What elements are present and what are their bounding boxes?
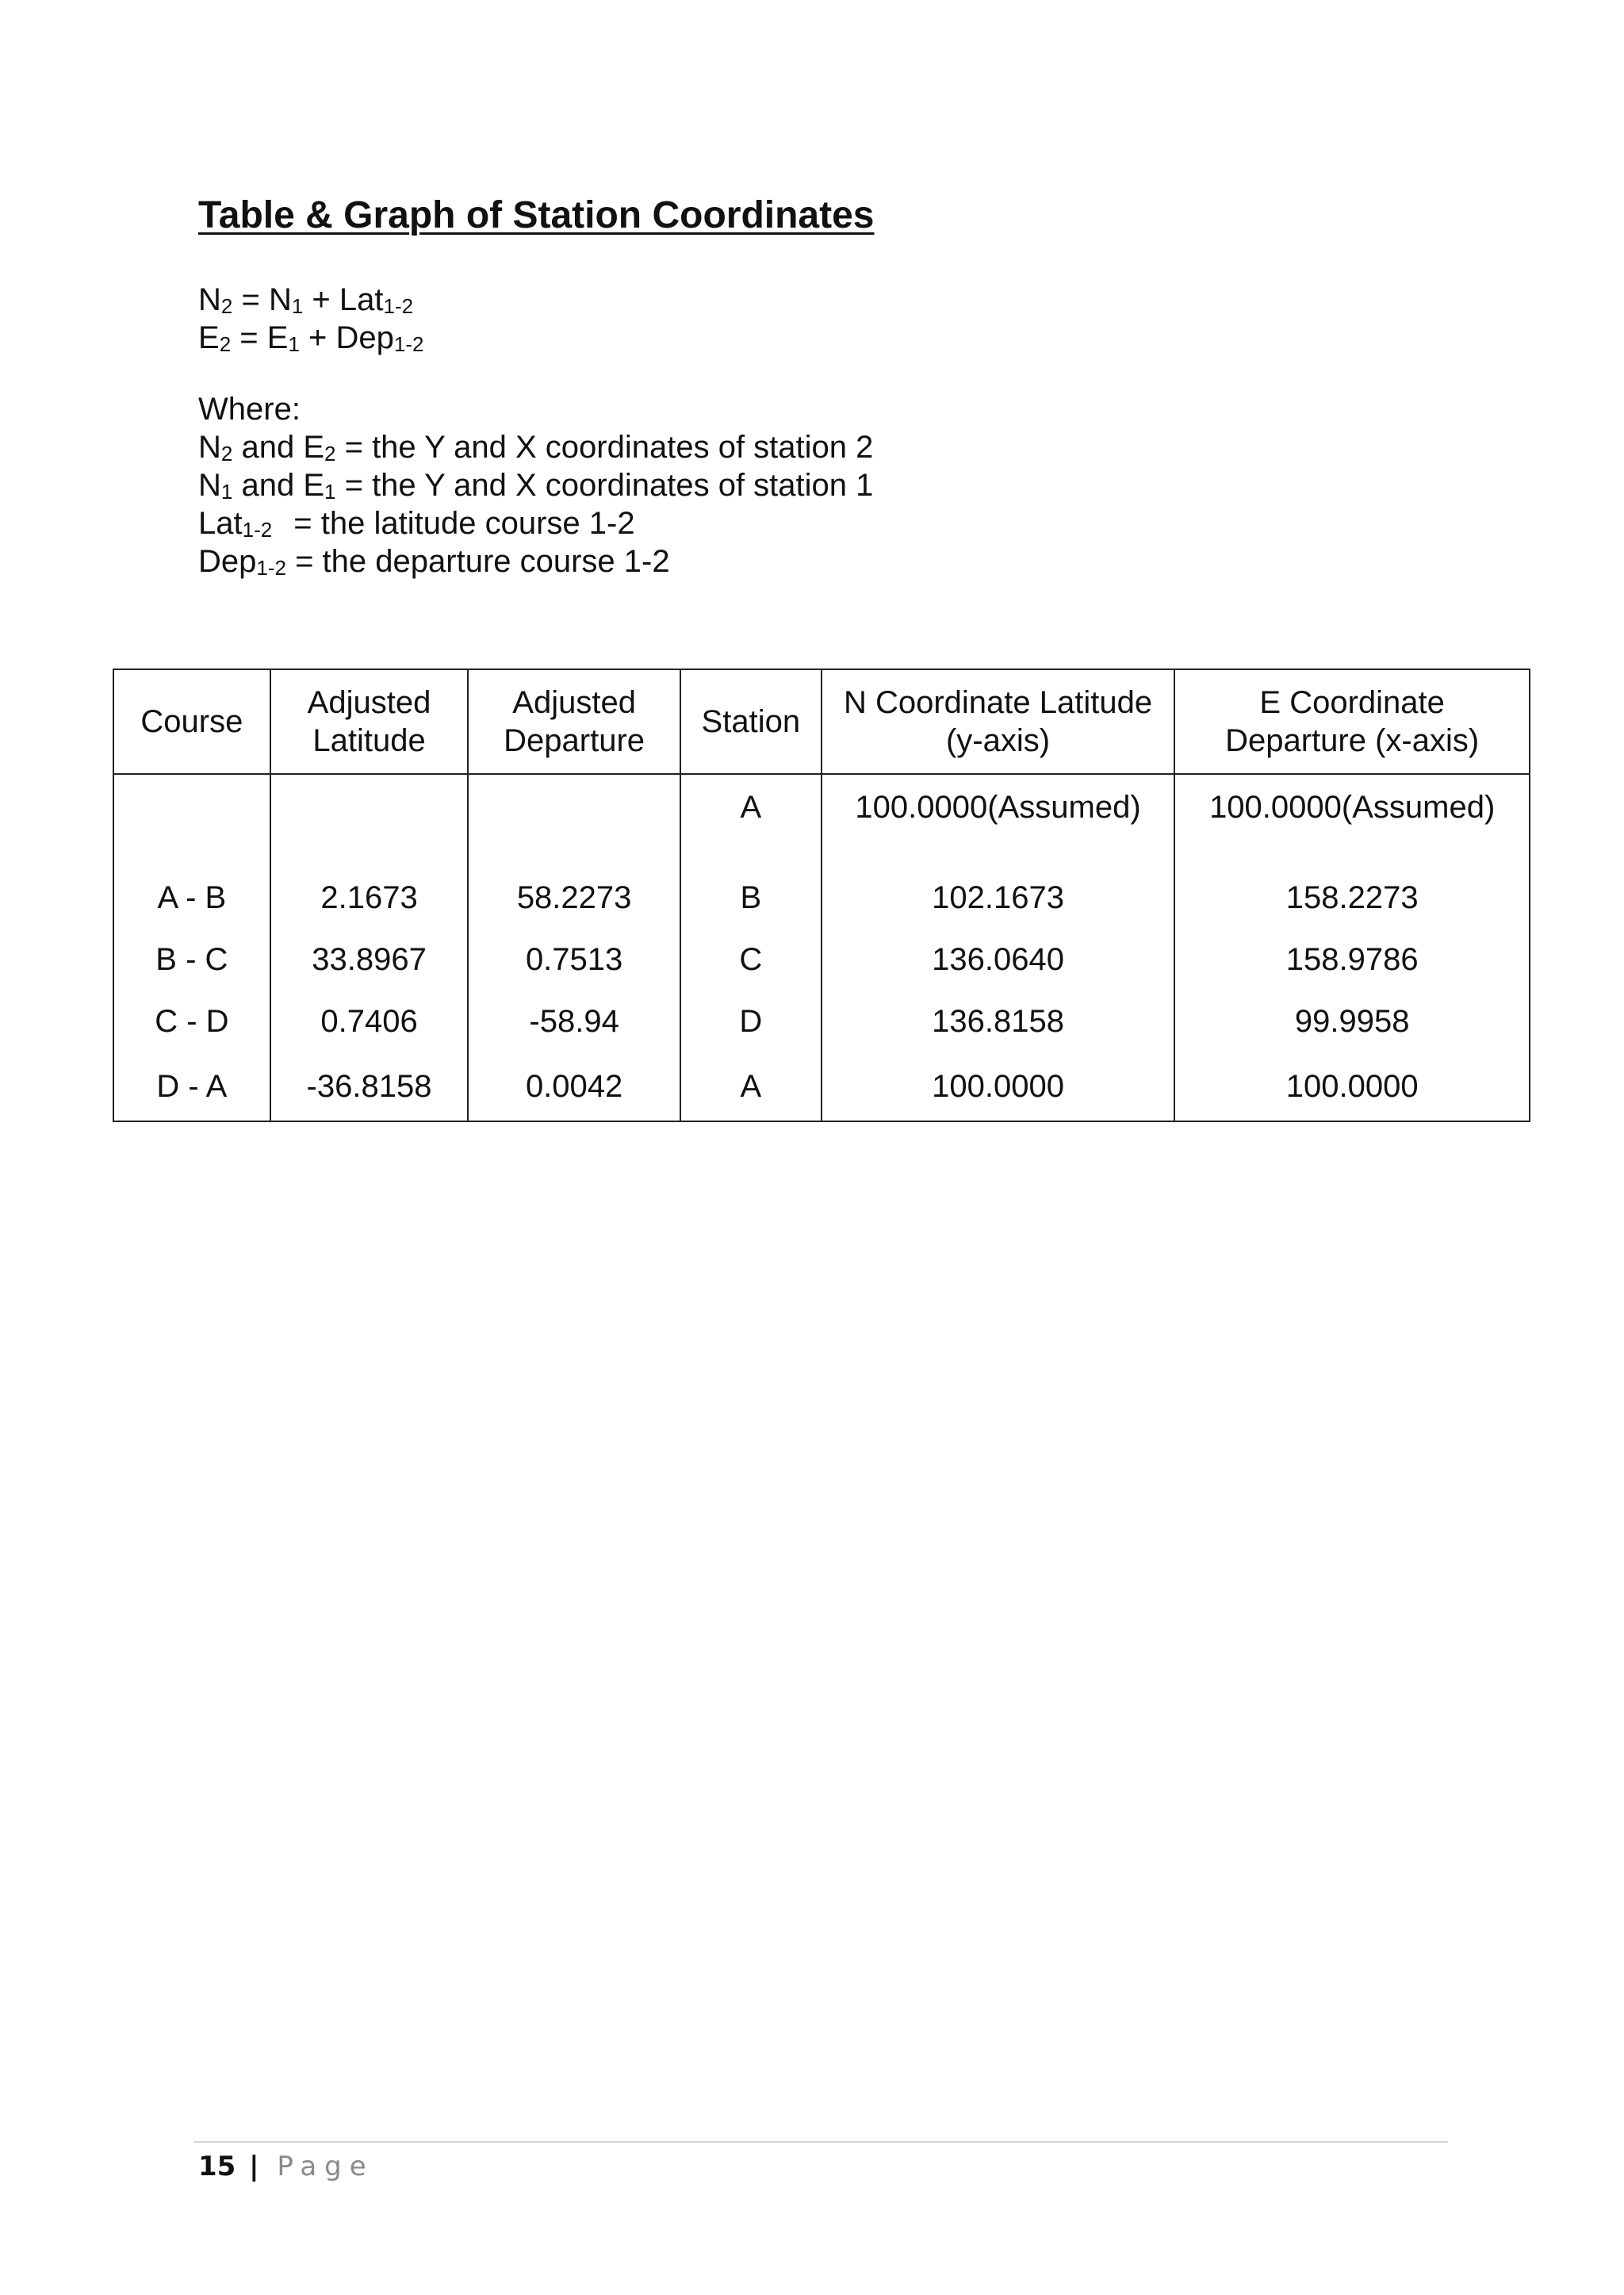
formula-block — [198, 281, 423, 357]
formula-subscript: 2 — [219, 332, 232, 356]
cell-n-coordinate: 136.0640 — [822, 929, 1175, 990]
definition-term: Dep — [198, 544, 257, 579]
definition-station-2 — [198, 428, 873, 466]
spacer-cell — [468, 840, 680, 867]
header-label: Station — [701, 704, 801, 739]
formula-easting — [198, 319, 423, 357]
definition-departure — [198, 542, 873, 580]
cell-adjusted-latitude: 0.7406 — [270, 990, 469, 1052]
cell-adjusted-latitude: 33.8967 — [270, 929, 469, 990]
cell-e-coordinate: 99.9958 — [1174, 990, 1530, 1052]
cell-adjusted-departure: 0.7513 — [468, 929, 680, 990]
cell-adjusted-departure: 58.2273 — [468, 867, 680, 929]
header-label: N Coordinate Latitude — [843, 685, 1153, 720]
formula-term: Lat — [339, 282, 384, 317]
cell-station: C — [680, 929, 822, 990]
cell-adjusted-latitude: -36.8158 — [270, 1052, 469, 1121]
cell-n-coordinate: 136.8158 — [822, 990, 1175, 1052]
where-heading: Where: — [198, 392, 301, 427]
footer-divider — [193, 2141, 1448, 2143]
definition-subscript: 1 — [324, 480, 336, 504]
cell-adjusted-latitude — [270, 774, 469, 840]
header-label: Adjusted — [307, 685, 431, 720]
definition-latitude — [198, 504, 873, 542]
formula-term: Dep — [335, 320, 394, 355]
formula-term: N — [268, 282, 292, 317]
table-row-initial — [113, 774, 1530, 840]
header-label: Departure — [504, 723, 645, 758]
definition-text: = the departure course 1-2 — [285, 544, 670, 579]
formula-subscript: 2 — [220, 294, 233, 318]
definition-term: E — [303, 468, 325, 503]
cell-n-coordinate: 100.0000(Assumed) — [822, 774, 1175, 840]
formula-subscript: 1 — [288, 332, 300, 356]
cell-station: A — [680, 774, 822, 840]
station-coordinates-table — [113, 669, 1530, 1122]
definition-subscript: 2 — [324, 442, 336, 466]
header-n-coordinate — [822, 669, 1175, 774]
definition-term: E — [303, 430, 325, 465]
formula-subscript: 1-2 — [383, 294, 414, 318]
cell-course: B - C — [113, 929, 270, 990]
table-header-row — [113, 669, 1530, 774]
cell-n-coordinate: 100.0000 — [822, 1052, 1175, 1121]
cell-course: D - A — [113, 1052, 270, 1121]
page-label: Page — [277, 2151, 374, 2182]
formula-term: E — [198, 320, 220, 355]
cell-station: B — [680, 867, 822, 929]
formula-operator: + — [303, 282, 339, 317]
formula-operator: = — [231, 320, 267, 355]
formula-northing — [198, 281, 423, 319]
definition-text: = the Y and X coordinates of station 1 — [335, 468, 874, 503]
spacer-cell — [270, 840, 469, 867]
header-label: E Coordinate — [1259, 685, 1445, 720]
cell-adjusted-latitude: 2.1673 — [270, 867, 469, 929]
definition-connector: and — [232, 430, 304, 465]
formula-term: E — [266, 320, 289, 355]
definition-term: Lat — [198, 506, 243, 541]
cell-station: D — [680, 990, 822, 1052]
table-row — [113, 867, 1530, 929]
cell-e-coordinate: 100.0000 — [1174, 1052, 1530, 1121]
definition-subscript: 1 — [220, 480, 233, 504]
formula-operator: + — [299, 320, 336, 355]
header-label: Departure (x-axis) — [1225, 723, 1480, 758]
table-spacer-row — [113, 840, 1530, 867]
table-row — [113, 1052, 1530, 1121]
definition-subscript: 1-2 — [256, 556, 286, 580]
spacer-cell — [822, 840, 1175, 867]
formula-subscript: 1-2 — [393, 332, 424, 356]
definition-connector: and — [232, 468, 304, 503]
formula-operator: = — [232, 282, 269, 317]
page-footer — [198, 2151, 374, 2182]
spacer-cell — [1174, 840, 1530, 867]
header-label: Latitude — [312, 723, 426, 758]
spacer-cell — [680, 840, 822, 867]
cell-n-coordinate: 102.1673 — [822, 867, 1175, 929]
page-title: Table & Graph of Station Coordinates — [198, 194, 875, 236]
spacer-cell — [113, 840, 270, 867]
header-e-coordinate — [1174, 669, 1530, 774]
cell-adjusted-departure: 0.0042 — [468, 1052, 680, 1121]
table-row — [113, 990, 1530, 1052]
cell-adjusted-departure — [468, 774, 680, 840]
header-course — [113, 669, 270, 774]
cell-e-coordinate: 158.9786 — [1174, 929, 1530, 990]
footer-separator: | — [249, 2151, 259, 2182]
header-label: (y-axis) — [945, 723, 1051, 758]
table-row — [113, 929, 1530, 990]
definition-text: = the latitude course 1-2 — [285, 506, 635, 541]
cell-course: A - B — [113, 867, 270, 929]
page-number: 15 — [198, 2151, 236, 2182]
cell-course: C - D — [113, 990, 270, 1052]
cell-course — [113, 774, 270, 840]
header-adjusted-departure — [468, 669, 680, 774]
cell-station: A — [680, 1052, 822, 1121]
cell-adjusted-departure: -58.94 — [468, 990, 680, 1052]
definition-text: = the Y and X coordinates of station 2 — [335, 430, 874, 465]
header-adjusted-latitude — [270, 669, 469, 774]
definition-subscript: 2 — [220, 442, 233, 466]
definition-station-1 — [198, 466, 873, 504]
definition-term: N — [198, 468, 221, 503]
cell-e-coordinate: 100.0000(Assumed) — [1174, 774, 1530, 840]
header-label: Course — [140, 704, 243, 739]
definition-subscript: 1-2 — [242, 518, 273, 542]
cell-e-coordinate: 158.2273 — [1174, 867, 1530, 929]
formula-subscript: 1 — [291, 294, 304, 318]
definitions-block — [198, 390, 873, 580]
formula-term: N — [198, 282, 221, 317]
header-label: Adjusted — [512, 685, 636, 720]
definition-term: N — [198, 430, 221, 465]
header-station — [680, 669, 822, 774]
